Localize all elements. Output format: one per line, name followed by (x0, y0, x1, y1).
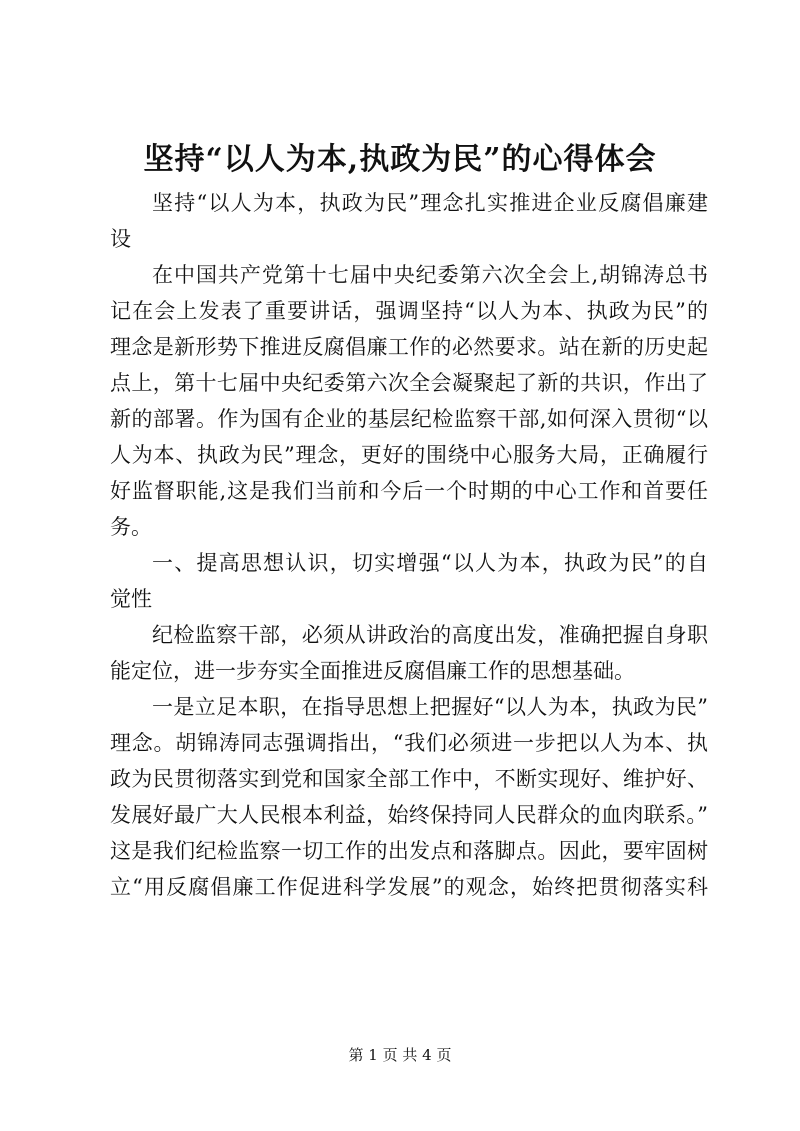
text-line: 务。 (110, 515, 152, 539)
text-line: 觉性 (110, 587, 152, 611)
text-line: 好监督职能,这是我们当前和今后一个时期的中心工作和首要任 (110, 479, 708, 503)
text-line: 理念。胡锦涛同志强调指出，“我们必须进一步把以人为本、执 (110, 731, 708, 755)
text-line: 记在会上发表了重要讲话，强调坚持“以人为本、执政为民”的 (110, 299, 708, 323)
text-line: 立“用反腐倡廉工作促进科学发展”的观念，始终把贯彻落实科 (110, 875, 708, 899)
text-line: 能定位，进一步夯实全面推进反腐倡廉工作的思想基础。 (110, 659, 635, 683)
text-line: 纪检监察干部，必须从讲政治的高度出发，准确把握自身职 (152, 623, 708, 647)
document-body (110, 185, 708, 905)
text-line: 一、提高思想认识，切实增强“以人为本，执政为民”的自 (152, 551, 708, 575)
text-line: 点上，第十七届中央纪委第六次全会凝聚起了新的共识，作出了 (110, 371, 708, 395)
text-line: 在中国共产党第十七届中央纪委第六次全会上,胡锦涛总书 (152, 263, 708, 287)
page-footer: 第 1 页 共 4 页 (348, 1046, 452, 1064)
text-line: 新的部署。作为国有企业的基层纪检监察干部,如何深入贯彻“以 (110, 407, 708, 431)
text-line: 设 (110, 227, 131, 251)
text-line: 坚持“以人为本，执政为民”理念扎实推进企业反腐倡廉建 (152, 191, 708, 215)
text-line: 发展好最广大人民根本利益，始终保持同人民群众的血肉联系。” (110, 803, 708, 827)
document-title: 坚持“以人为本,执政为民”的心得体会 (143, 142, 657, 177)
text-line: 政为民贯彻落实到党和国家全部工作中，不断实现好、维护好、 (110, 767, 708, 791)
text-line: 人为本、执政为民”理念，更好的围绕中心服务大局，正确履行 (110, 443, 708, 467)
text-line: 一是立足本职，在指导思想上把握好“以人为本，执政为民” (152, 695, 708, 719)
text-line: 理念是新形势下推进反腐倡廉工作的必然要求。站在新的历史起 (110, 335, 708, 359)
text-line: 这是我们纪检监察一切工作的出发点和落脚点。因此，要牢固树 (110, 839, 708, 863)
